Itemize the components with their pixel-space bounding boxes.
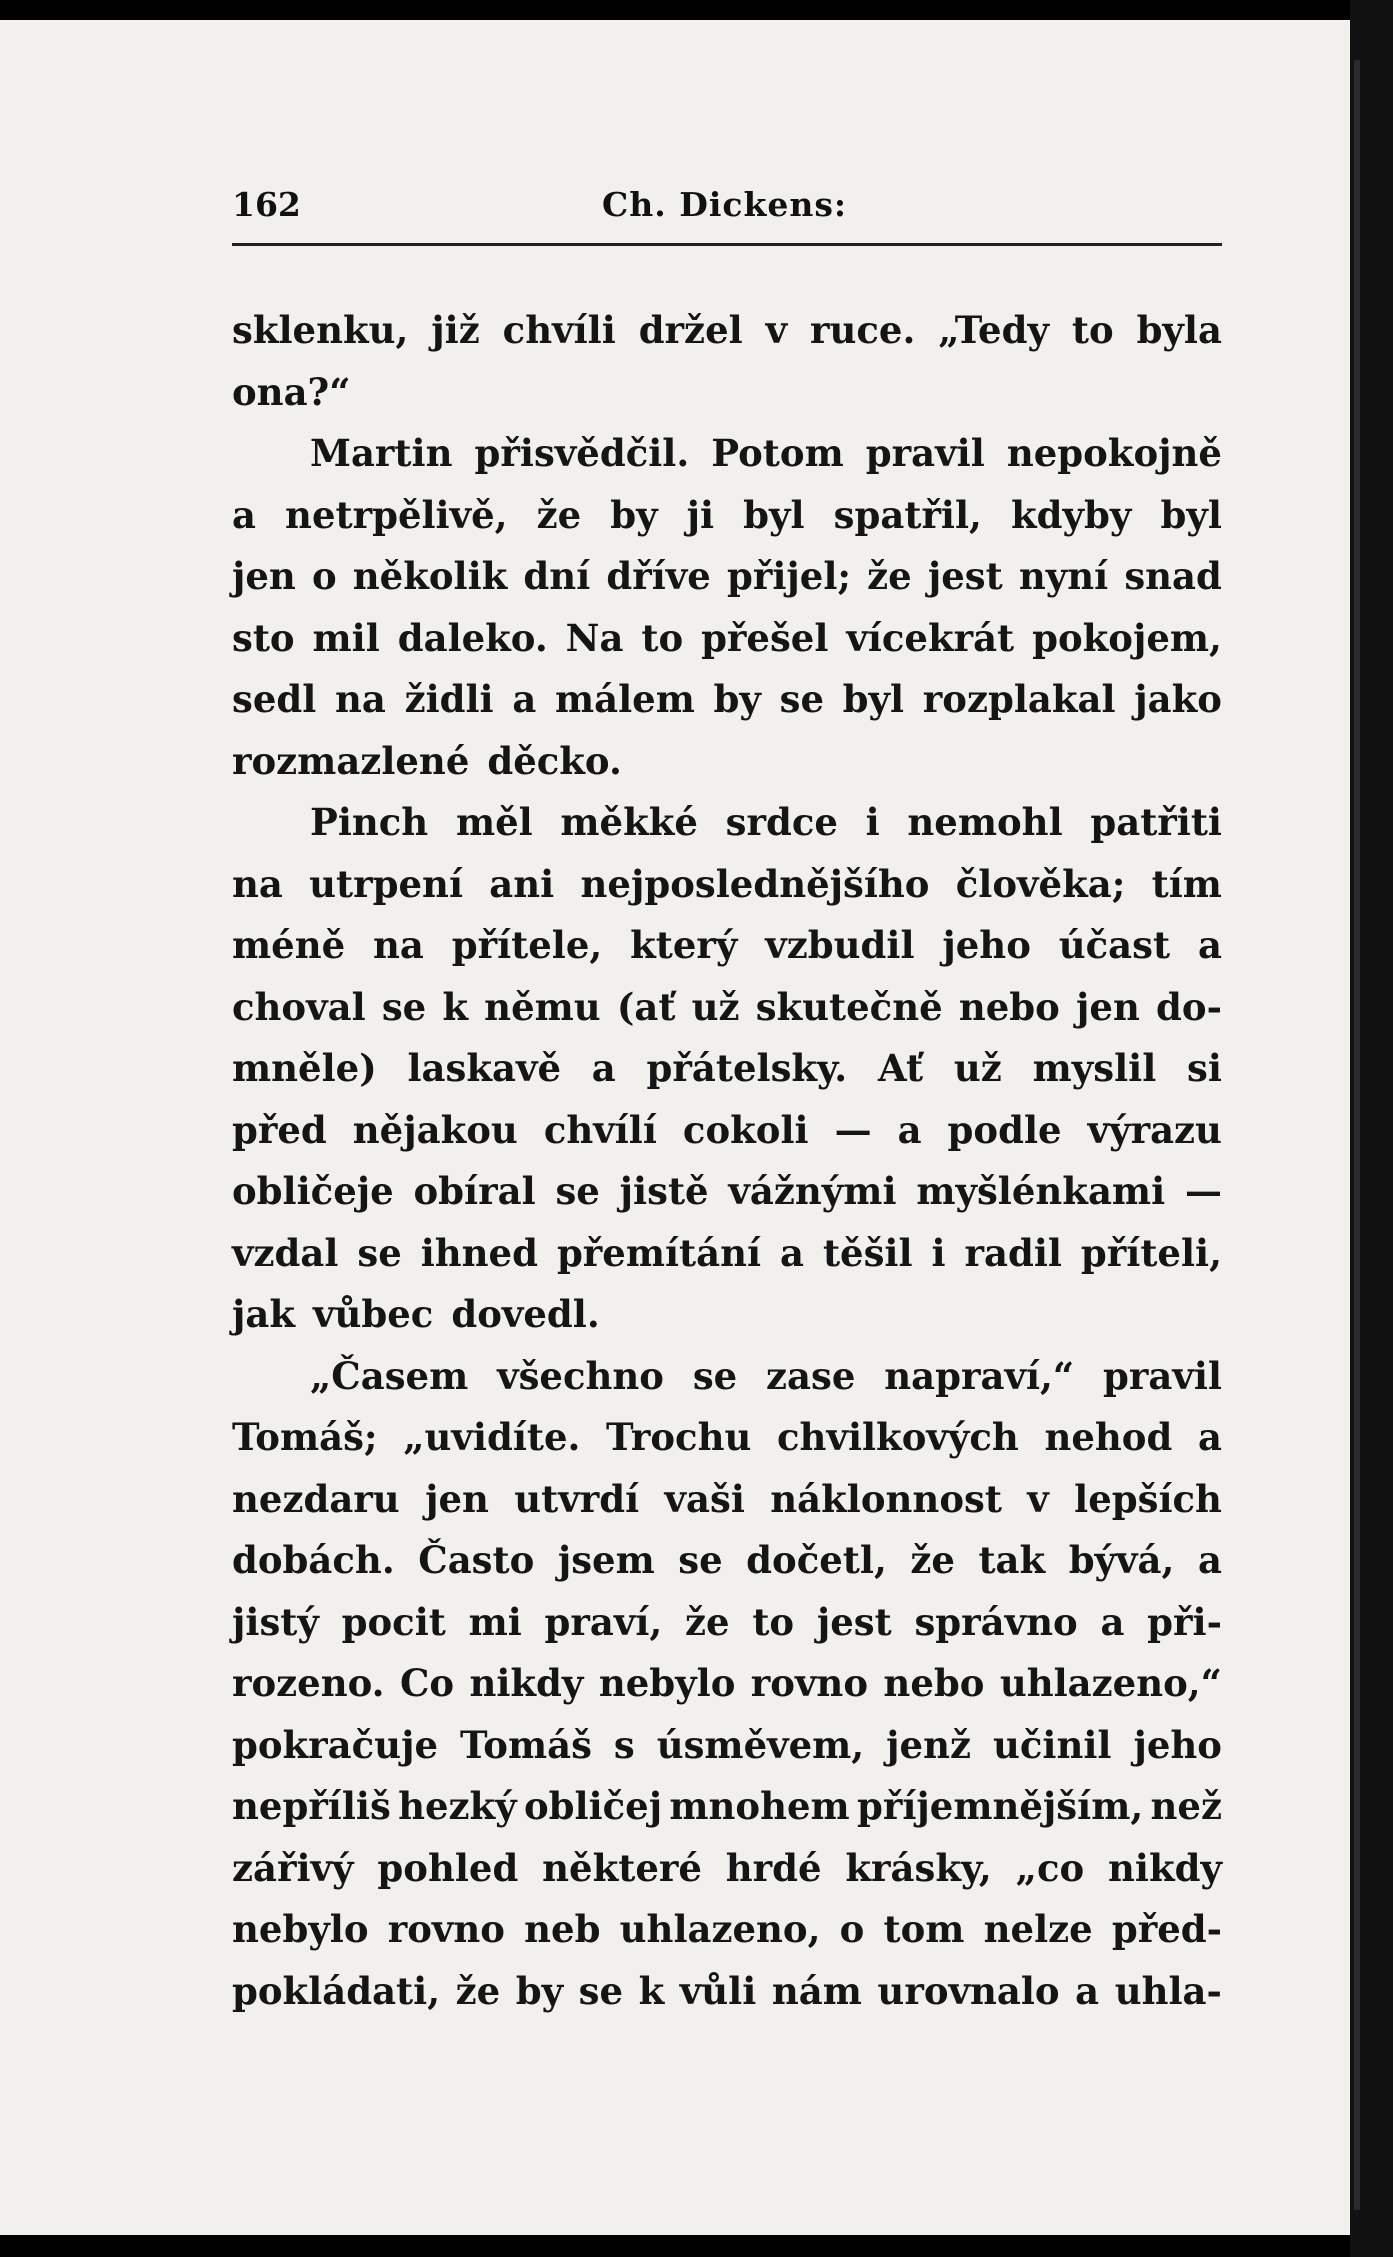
word: si — [1187, 1046, 1222, 1090]
text-line — [232, 485, 1222, 547]
word: se — [692, 1353, 738, 1398]
word: v — [765, 308, 788, 352]
word: obličej — [523, 1784, 663, 1828]
word: i — [931, 1230, 946, 1275]
word: sto — [232, 615, 295, 660]
text-line — [232, 1469, 1222, 1531]
word: choval — [232, 984, 366, 1029]
word: děcko. — [487, 738, 622, 783]
word: že — [536, 492, 582, 537]
word: zářivý — [232, 1845, 354, 1890]
text-line — [232, 1100, 1222, 1162]
word: vážnými — [728, 1169, 897, 1213]
text-line — [232, 669, 1222, 731]
word: nikdy — [469, 1661, 584, 1705]
word: (ať — [616, 984, 676, 1029]
word: se — [555, 1169, 600, 1213]
word: příteli, — [1080, 1230, 1222, 1275]
word: chvilkových — [777, 1415, 1019, 1459]
word: myslil — [1032, 1046, 1157, 1090]
word: k — [638, 1968, 665, 2013]
word: Pinch — [310, 800, 429, 844]
word: méně — [232, 923, 346, 967]
text-line — [232, 731, 1222, 793]
word: utrpení — [309, 861, 464, 906]
word: skutečně — [755, 984, 943, 1029]
word: měl — [455, 800, 533, 844]
word: Martin — [310, 431, 453, 475]
word: ona?“ — [232, 369, 351, 414]
word: a — [591, 1046, 616, 1090]
text-line — [232, 1038, 1222, 1100]
word: kdyby — [1011, 492, 1132, 537]
word: sedl — [232, 677, 317, 721]
word: zase — [766, 1353, 856, 1398]
scan-edge-strip — [1354, 60, 1360, 2210]
word: před- — [1111, 1907, 1222, 1951]
word: by — [515, 1968, 564, 2013]
page-number: 162 — [232, 185, 301, 224]
word: tom — [883, 1907, 965, 1951]
word: pravil — [865, 431, 985, 475]
word: že — [867, 554, 912, 598]
scan-edge — [1350, 0, 1393, 2257]
word: na — [373, 923, 424, 967]
page-header — [232, 185, 1222, 235]
word: vzbudil — [765, 923, 915, 967]
word: nikdy — [1108, 1845, 1222, 1890]
word: bývá, — [1068, 1538, 1175, 1582]
text-line — [232, 1223, 1222, 1285]
word: mnohem — [669, 1784, 850, 1828]
word: Trochu — [606, 1415, 752, 1459]
word: přátelsky. — [646, 1046, 848, 1090]
word: jen — [425, 1476, 489, 1521]
text-line — [232, 1961, 1222, 2023]
word: nebylo — [232, 1907, 369, 1951]
word: uhla- — [1114, 1968, 1222, 2013]
word: jak — [232, 1292, 295, 1336]
word: jako — [1134, 677, 1222, 721]
word: obličeje — [232, 1169, 394, 1213]
word: jenž — [886, 1722, 971, 1767]
word: účast — [1058, 923, 1171, 967]
word: podle — [947, 1107, 1062, 1152]
word: daleko. — [397, 615, 548, 660]
word: chvíli — [502, 308, 616, 352]
word: přemítání — [556, 1230, 762, 1275]
text-line — [232, 300, 1222, 362]
word: — — [834, 1107, 872, 1152]
word: patřiti — [1090, 800, 1222, 844]
text-line — [232, 1715, 1222, 1777]
text-line — [232, 1838, 1222, 1900]
word: vzdal — [232, 1230, 339, 1275]
word: ihned — [420, 1230, 538, 1275]
word: již — [431, 308, 480, 352]
word: laskavě — [407, 1046, 561, 1090]
word: tím — [1151, 861, 1222, 906]
word: dříve — [606, 554, 711, 598]
running-head: Ch. Dickens: — [602, 185, 848, 224]
text-line — [232, 1284, 1222, 1346]
word: vaši — [664, 1476, 745, 1521]
word: s — [613, 1722, 635, 1767]
word: několik — [352, 554, 508, 598]
word: člověka; — [955, 861, 1126, 906]
word: nepokojně — [1006, 431, 1222, 475]
text-line — [232, 977, 1222, 1039]
word: se — [381, 984, 427, 1029]
word: že — [910, 1538, 955, 1582]
word: uhlazeno, — [619, 1907, 821, 1951]
word: hrdé — [725, 1845, 822, 1890]
word: nezdaru — [232, 1476, 400, 1521]
word: náklonnost — [770, 1476, 1002, 1521]
word: v — [1027, 1476, 1049, 1521]
word: „Časem — [310, 1353, 469, 1398]
word: držel — [638, 308, 743, 352]
word: jest — [927, 554, 1003, 598]
word: Co — [399, 1661, 455, 1705]
word: hezký — [398, 1784, 517, 1828]
word: spatřil, — [833, 492, 982, 537]
word: dovedl. — [451, 1292, 600, 1336]
text-line — [232, 423, 1222, 485]
word: se — [578, 1968, 624, 2013]
text-line — [232, 1899, 1222, 1961]
word: o — [839, 1907, 865, 1951]
word: Ať — [877, 1046, 924, 1090]
word: „Tedy — [938, 308, 1049, 352]
word: vůbec — [313, 1292, 434, 1336]
word: uhlazeno,“ — [999, 1661, 1222, 1705]
text-line — [232, 1592, 1222, 1654]
word: ani — [489, 861, 555, 906]
word: srdce — [725, 800, 838, 844]
word: chvílí — [543, 1107, 657, 1152]
word: Tomáš; — [232, 1415, 378, 1459]
word: a — [1197, 923, 1222, 967]
word: už — [691, 984, 740, 1029]
word: obíral — [413, 1169, 536, 1213]
word: málem — [554, 677, 695, 721]
word: i — [865, 800, 880, 844]
word: napraví,“ — [884, 1353, 1075, 1398]
word: rovno — [387, 1907, 505, 1951]
word: utvrdí — [514, 1476, 640, 1521]
word: a — [780, 1230, 805, 1275]
word: rovno — [750, 1661, 869, 1705]
word: pravil — [1103, 1353, 1222, 1398]
word: přijel; — [726, 554, 852, 598]
word: a — [232, 492, 256, 537]
word: radil — [964, 1230, 1062, 1275]
word: přisvědčil. — [474, 431, 690, 475]
word: — — [1184, 1169, 1222, 1213]
word: Na — [565, 615, 624, 660]
text-line — [232, 608, 1222, 670]
word: dobách. — [232, 1538, 395, 1582]
word: že — [685, 1599, 730, 1644]
word: byl — [743, 492, 805, 537]
word: ji — [686, 492, 715, 537]
word: nyní — [1018, 554, 1109, 598]
word: by — [713, 677, 761, 721]
word: židli — [404, 677, 494, 721]
word: se — [357, 1230, 402, 1275]
word: příjemnějším, — [856, 1784, 1144, 1828]
word: už — [953, 1046, 1002, 1090]
text-line — [232, 1161, 1222, 1223]
text-line — [232, 1407, 1222, 1469]
word: na — [232, 861, 283, 906]
word: výrazu — [1087, 1107, 1222, 1152]
word: k — [442, 984, 468, 1029]
word: nám — [771, 1968, 862, 2013]
word: se — [779, 677, 824, 721]
word: pohled — [377, 1845, 519, 1890]
text-line — [232, 1653, 1222, 1715]
word: na — [335, 677, 386, 721]
word: nemohl — [907, 800, 1063, 844]
word: nebo — [883, 1661, 985, 1705]
word: nebo — [958, 984, 1060, 1029]
text-line — [232, 792, 1222, 854]
word: nehod — [1044, 1415, 1173, 1459]
word: rozplakal — [922, 677, 1116, 721]
text-line — [232, 1776, 1222, 1838]
text-line — [232, 546, 1222, 608]
word: a — [897, 1107, 922, 1152]
word: správno — [914, 1599, 1078, 1644]
word: nějakou — [352, 1107, 518, 1152]
word: než — [1150, 1784, 1222, 1828]
word: byl — [1160, 492, 1222, 537]
word: „uvidíte. — [403, 1415, 581, 1459]
word: učinil — [992, 1722, 1112, 1767]
word: a — [1197, 1415, 1222, 1459]
text-line — [232, 1530, 1222, 1592]
word: do- — [1156, 984, 1222, 1029]
body-text — [232, 300, 1222, 2022]
word: lepších — [1074, 1476, 1222, 1521]
word: těšil — [822, 1230, 913, 1275]
word: nebylo — [598, 1661, 736, 1705]
word: jest — [816, 1599, 892, 1644]
word: měkké — [560, 800, 698, 844]
word: mi — [468, 1599, 522, 1644]
word: se — [678, 1538, 723, 1582]
word: nelze — [983, 1907, 1093, 1951]
word: tak — [978, 1538, 1046, 1582]
word: mil — [312, 615, 380, 660]
text-line — [232, 1346, 1222, 1408]
word: pocit — [341, 1599, 446, 1644]
word: že — [455, 1968, 501, 2013]
header-rule — [232, 243, 1222, 246]
word: snad — [1124, 554, 1222, 598]
word: to — [641, 615, 684, 660]
word: vůli — [679, 1968, 757, 2013]
word: dní — [523, 554, 591, 598]
word: to — [1071, 308, 1114, 352]
word: to — [752, 1599, 795, 1644]
word: úsměvem, — [656, 1722, 865, 1767]
word: jeho — [1133, 1722, 1222, 1767]
word: pokračuje — [232, 1722, 439, 1767]
word: „co — [1015, 1845, 1085, 1890]
word: praví, — [544, 1599, 663, 1644]
text-line — [232, 915, 1222, 977]
word: a — [512, 677, 537, 721]
word: pokládati, — [232, 1968, 441, 2013]
word: mněle) — [232, 1046, 377, 1090]
word: jen — [1076, 984, 1140, 1029]
word: jen — [232, 554, 296, 598]
word: sklenku, — [232, 308, 409, 352]
word: před — [232, 1107, 327, 1152]
word: vícekrát — [846, 615, 1015, 660]
word: nepříliš — [232, 1784, 391, 1828]
word: rozmazlené — [232, 738, 470, 783]
word: neb — [524, 1907, 601, 1951]
word: všechno — [497, 1353, 664, 1398]
text-line — [232, 362, 1222, 424]
word: Tomáš — [459, 1722, 592, 1767]
word: pokojem, — [1032, 615, 1222, 660]
word: nejposlednějšího — [580, 861, 930, 906]
word: jeho — [942, 923, 1031, 967]
word: při- — [1147, 1599, 1222, 1644]
word: a — [1100, 1599, 1125, 1644]
word: urovnalo — [877, 1968, 1060, 2013]
word: jistě — [619, 1169, 709, 1213]
word: byl — [842, 677, 905, 721]
word: němu — [484, 984, 601, 1029]
text-line — [232, 854, 1222, 916]
word: cokoli — [682, 1107, 809, 1152]
word: některé — [542, 1845, 702, 1890]
word: rozeno. — [232, 1661, 385, 1705]
word: Potom — [711, 431, 844, 475]
word: byla — [1136, 308, 1222, 352]
word: a — [1197, 1538, 1222, 1582]
word: jsem — [557, 1538, 655, 1582]
word: přešel — [701, 615, 829, 660]
word: jistý — [232, 1599, 319, 1644]
word: o — [311, 554, 337, 598]
word: Často — [418, 1538, 535, 1582]
word: dočetl, — [746, 1538, 887, 1582]
word: ruce. — [809, 308, 916, 352]
word: krásky, — [845, 1845, 992, 1890]
word: netrpělivě, — [285, 492, 508, 537]
word: myšlénkami — [916, 1169, 1166, 1213]
word: přítele, — [451, 923, 603, 967]
word: by — [610, 492, 658, 537]
word: a — [1075, 1968, 1100, 2013]
word: který — [630, 923, 738, 967]
